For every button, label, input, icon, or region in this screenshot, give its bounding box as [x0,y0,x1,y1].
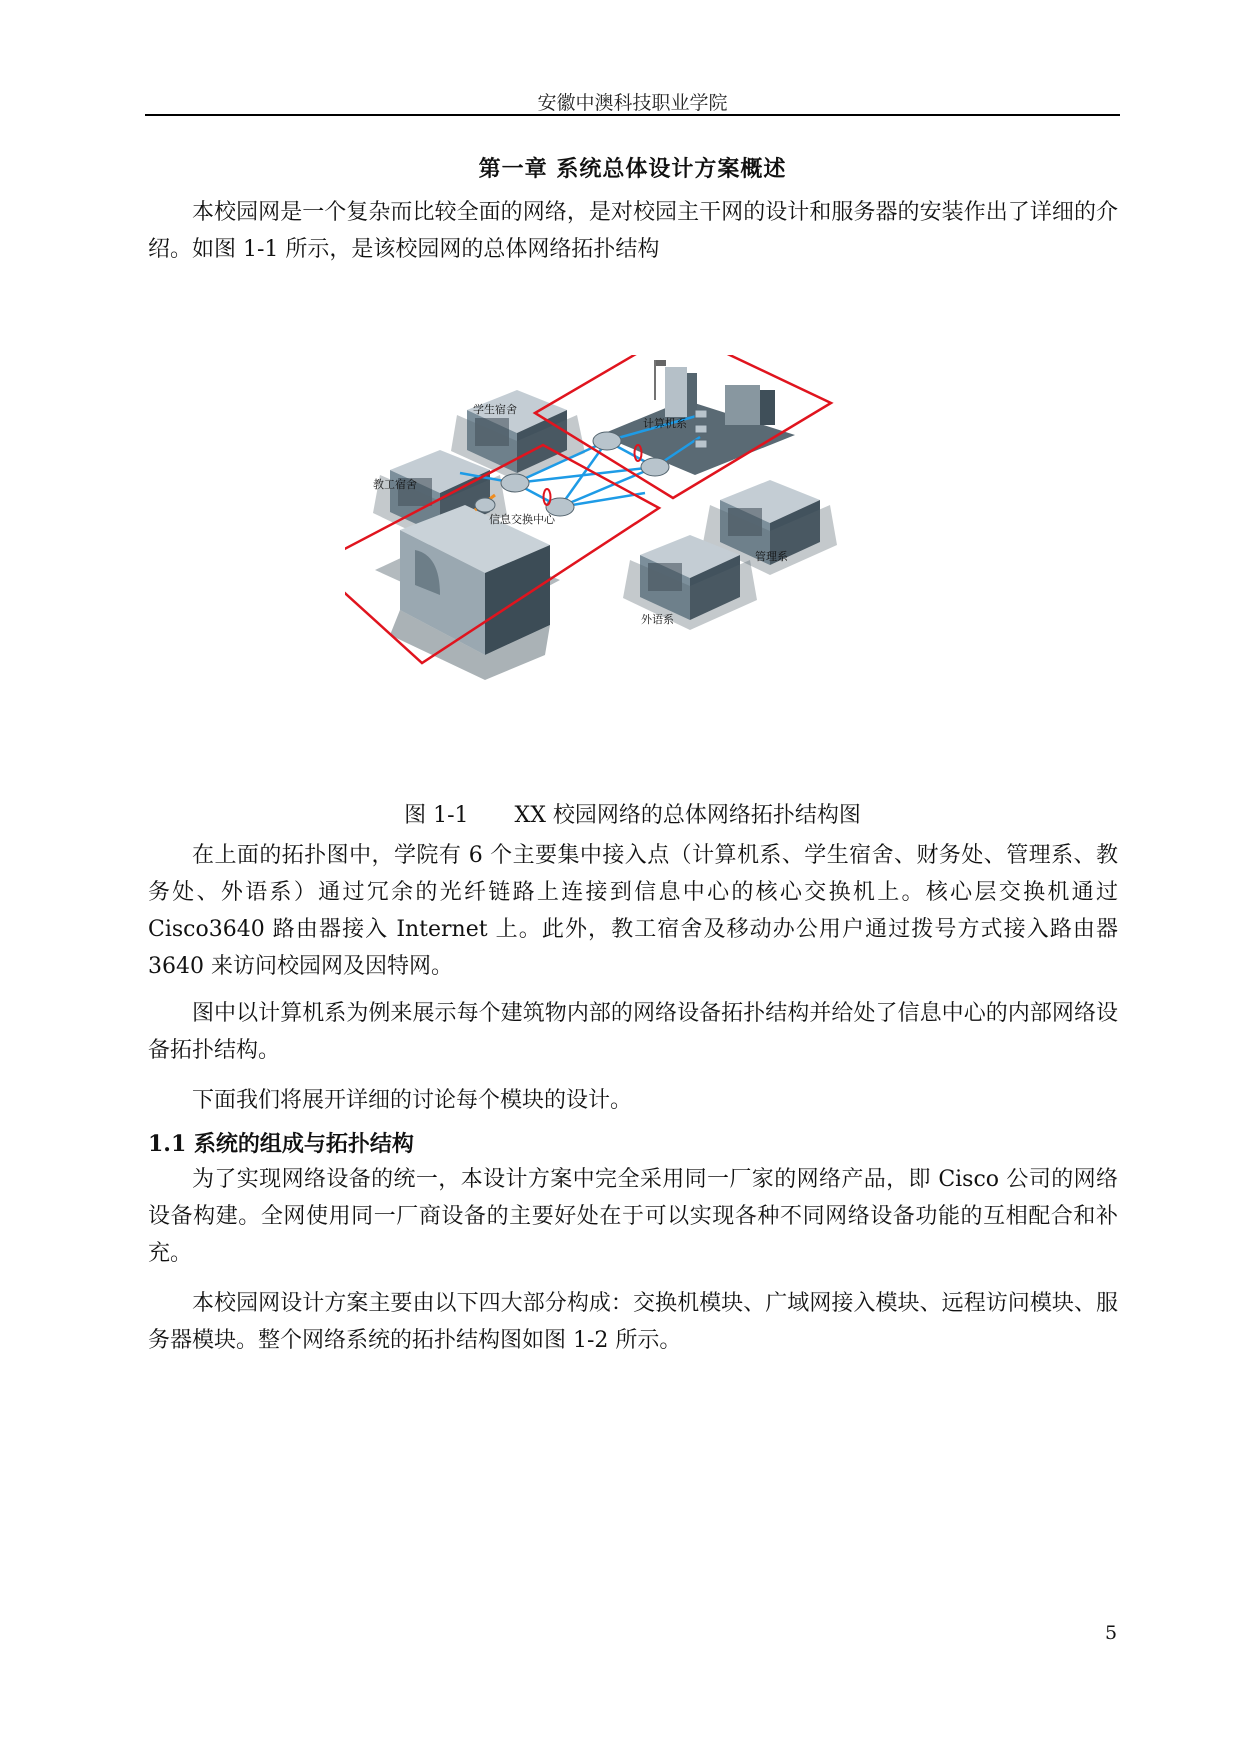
figure-caption-text: XX 校园网络的总体网络拓扑结构图 [514,803,861,828]
body-paragraph-1: 在上面的拓扑图中，学院有 6 个主要集中接入点（计算机系、学生宿舍、财务处、管理系、教务处、外语系）通过冗余的光纤链路上连接到信息中心的核心交换机上。核心层交换机通过 Cisco3640 路由器接入 Internet 上。此外，教工宿舍及移动办公用户通过拨号方式接入路由器 3640 来访问校园网及因特网。 [148,843,1118,979]
figure-caption-number: 图 1-1 [404,803,469,828]
section-paragraph-2: 本校园网设计方案主要由以下四大部分构成：交换机模块、广域网接入模块、远程访问模块、服务器模块。整个网络系统的拓扑结构图如图 1-2 所示。 [148,1291,1118,1353]
chapter-title: 第一章 系统总体设计方案概述 [478,156,787,182]
label-management-dept: 管理系 [755,550,788,563]
topology-figure [345,355,945,750]
label-staff-dorm: 教工宿舍 [373,478,417,491]
section-paragraph-1: 为了实现网络设备的统一，本设计方案中完全采用同一厂家的网络产品，即 Cisco 公司的网络设备构建。全网使用同一厂商设备的主要好处在于可以实现各种不同网络设备功能的互相配合和补充。 [148,1167,1118,1266]
label-foreign-dept: 外语系 [641,613,674,626]
body-paragraph-3: 下面我们将展开详细的讨论每个模块的设计。 [192,1088,633,1113]
section-heading: 1.1 系统的组成与拓扑结构 [148,1131,414,1157]
info-center-building [375,505,560,680]
label-info-center: 信息交换中心 [489,513,555,526]
page-header: 安徽中澳科技职业学院 [537,92,728,114]
figure-caption [145,798,1120,829]
header-rule [145,114,1120,116]
label-computer-dept: 计算机系 [643,417,687,430]
label-student-dorm: 学生宿舍 [473,403,517,416]
page-number: 5 [1105,1622,1118,1644]
intro-paragraph: 本校园网是一个复杂而比较全面的网络，是对校园主干网的设计和服务器的安装作出了详细的介绍。如图 1-1 所示，是该校园网的总体网络拓扑结构 [148,200,1118,262]
body-paragraph-2: 图中以计算机系为例来展示每个建筑物内部的网络设备拓扑结构并给处了信息中心的内部网络设备拓扑结构。 [148,1001,1118,1063]
